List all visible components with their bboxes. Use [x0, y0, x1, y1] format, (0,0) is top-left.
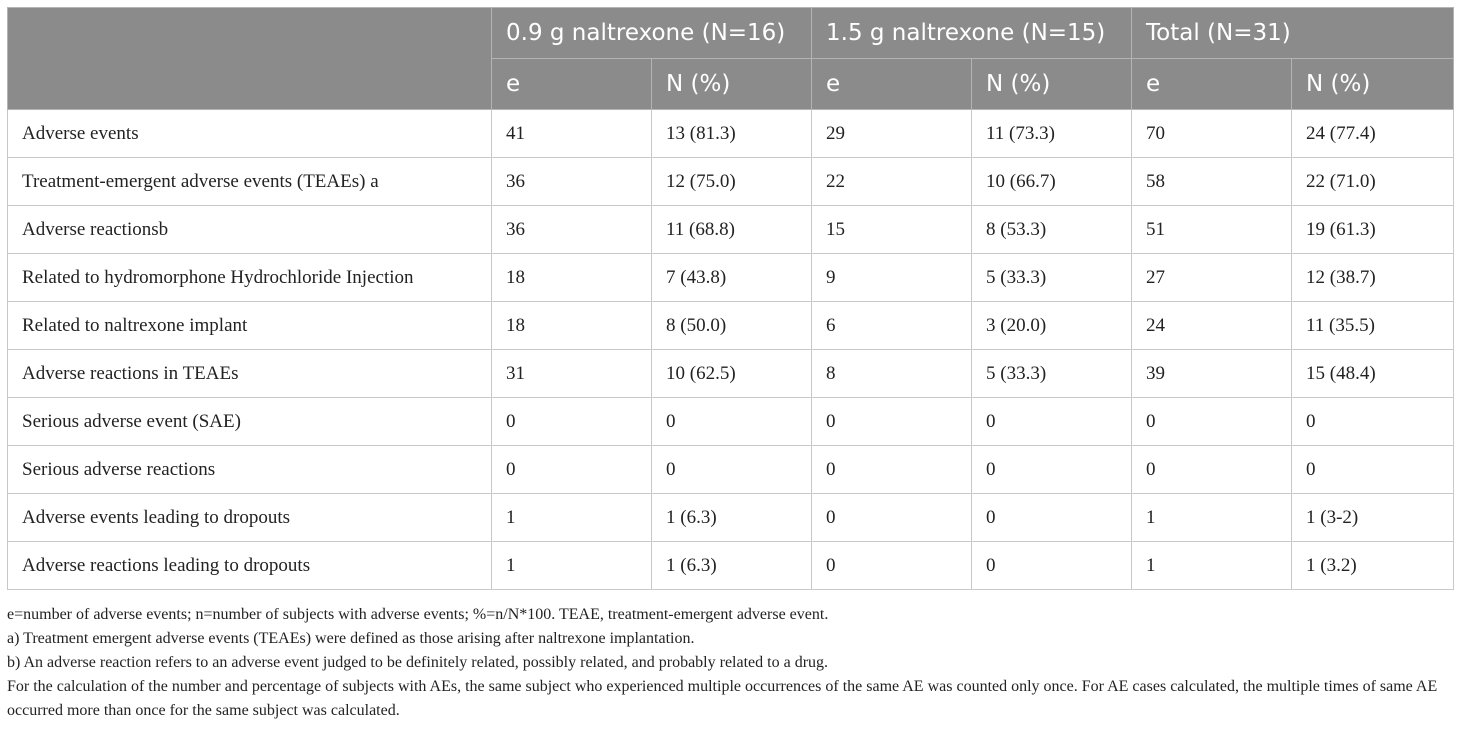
- value-cell: 0: [492, 446, 652, 494]
- value-cell: 27: [1132, 254, 1292, 302]
- value-cell: 1: [1132, 542, 1292, 590]
- footnote-a: a) Treatment emergent adverse events (TEAEs) were defined as those arising after naltrexone implantation.: [7, 630, 695, 647]
- sub-header-e: e: [812, 59, 972, 110]
- value-cell: 0: [812, 398, 972, 446]
- table-row: [8, 206, 1454, 254]
- table-row: [8, 254, 1454, 302]
- value-cell: 11 (35.5): [1292, 302, 1454, 350]
- value-cell: 22: [812, 158, 972, 206]
- value-cell: 6: [812, 302, 972, 350]
- value-cell: 10 (62.5): [652, 350, 812, 398]
- row-label-cell: Adverse reactionsb: [8, 206, 492, 254]
- adverse-events-table: [7, 7, 1454, 590]
- value-cell: 0: [652, 446, 812, 494]
- value-cell: 39: [1132, 350, 1292, 398]
- sub-header-n-pct: N (%): [972, 59, 1132, 110]
- value-cell: 11 (73.3): [972, 110, 1132, 158]
- row-label-cell: Adverse events: [8, 110, 492, 158]
- value-cell: 0: [812, 446, 972, 494]
- value-cell: 0: [492, 398, 652, 446]
- group-header-total: Total (N=31): [1132, 8, 1454, 59]
- table-row: [8, 542, 1454, 590]
- row-label-cell: Related to hydromorphone Hydrochloride Injection: [8, 254, 492, 302]
- adverse-events-table-container: [7, 7, 1453, 590]
- table-row: [8, 302, 1454, 350]
- value-cell: 1 (3-2): [1292, 494, 1454, 542]
- row-label-cell: Related to naltrexone implant: [8, 302, 492, 350]
- value-cell: 19 (61.3): [1292, 206, 1454, 254]
- footnote-abbreviations: e=number of adverse events; n=number of subjects with adverse events; %=n/N*100. TEAE, treatment-emergent adverse event.: [7, 606, 829, 623]
- table-body: [8, 110, 1454, 590]
- value-cell: 5 (33.3): [972, 350, 1132, 398]
- value-cell: 36: [492, 206, 652, 254]
- value-cell: 1 (6.3): [652, 494, 812, 542]
- group-header-row: [8, 8, 1454, 59]
- group-header-0-9g: 0.9 g naltrexone (N=16): [492, 8, 812, 59]
- row-label-cell: Adverse events leading to dropouts: [8, 494, 492, 542]
- value-cell: 58: [1132, 158, 1292, 206]
- value-cell: 0: [812, 494, 972, 542]
- value-cell: 36: [492, 158, 652, 206]
- row-label-cell: Adverse reactions leading to dropouts: [8, 542, 492, 590]
- footnotes: [7, 603, 1453, 723]
- value-cell: 0: [1132, 398, 1292, 446]
- value-cell: 8 (50.0): [652, 302, 812, 350]
- value-cell: 0: [652, 398, 812, 446]
- value-cell: 8 (53.3): [972, 206, 1132, 254]
- value-cell: 15 (48.4): [1292, 350, 1454, 398]
- value-cell: 29: [812, 110, 972, 158]
- value-cell: 8: [812, 350, 972, 398]
- row-label-cell: Treatment-emergent adverse events (TEAEs) a: [8, 158, 492, 206]
- value-cell: 0: [972, 446, 1132, 494]
- value-cell: 70: [1132, 110, 1292, 158]
- value-cell: 0: [972, 398, 1132, 446]
- value-cell: 12 (75.0): [652, 158, 812, 206]
- value-cell: 0: [1292, 398, 1454, 446]
- value-cell: 15: [812, 206, 972, 254]
- value-cell: 18: [492, 302, 652, 350]
- value-cell: 1: [1132, 494, 1292, 542]
- value-cell: 0: [972, 542, 1132, 590]
- value-cell: 0: [1292, 446, 1454, 494]
- group-header-1-5g: 1.5 g naltrexone (N=15): [812, 8, 1132, 59]
- value-cell: 41: [492, 110, 652, 158]
- table-row: [8, 350, 1454, 398]
- row-label-cell: Serious adverse event (SAE): [8, 398, 492, 446]
- sub-header-e: e: [492, 59, 652, 110]
- table-row: [8, 446, 1454, 494]
- footnote-b: b) An adverse reaction refers to an adverse event judged to be definitely related, possibly related, and probably related to a drug.: [7, 654, 829, 671]
- value-cell: 1: [492, 542, 652, 590]
- table-row: [8, 494, 1454, 542]
- value-cell: 22 (71.0): [1292, 158, 1454, 206]
- value-cell: 0: [812, 542, 972, 590]
- value-cell: 1 (6.3): [652, 542, 812, 590]
- value-cell: 12 (38.7): [1292, 254, 1454, 302]
- value-cell: 11 (68.8): [652, 206, 812, 254]
- value-cell: 1 (3.2): [1292, 542, 1454, 590]
- value-cell: 7 (43.8): [652, 254, 812, 302]
- value-cell: 18: [492, 254, 652, 302]
- value-cell: 0: [1132, 446, 1292, 494]
- value-cell: 31: [492, 350, 652, 398]
- row-label-header: [8, 8, 492, 110]
- table-row: [8, 158, 1454, 206]
- value-cell: 13 (81.3): [652, 110, 812, 158]
- value-cell: 10 (66.7): [972, 158, 1132, 206]
- value-cell: 9: [812, 254, 972, 302]
- value-cell: 3 (20.0): [972, 302, 1132, 350]
- value-cell: 24 (77.4): [1292, 110, 1454, 158]
- value-cell: 5 (33.3): [972, 254, 1132, 302]
- value-cell: 0: [972, 494, 1132, 542]
- row-label-cell: Adverse reactions in TEAEs: [8, 350, 492, 398]
- table-row: [8, 110, 1454, 158]
- table-row: [8, 398, 1454, 446]
- value-cell: 1: [492, 494, 652, 542]
- row-label-cell: Serious adverse reactions: [8, 446, 492, 494]
- sub-header-n-pct: N (%): [652, 59, 812, 110]
- value-cell: 51: [1132, 206, 1292, 254]
- sub-header-n-pct: N (%): [1292, 59, 1454, 110]
- sub-header-e: e: [1132, 59, 1292, 110]
- value-cell: 24: [1132, 302, 1292, 350]
- footnote-calculation: For the calculation of the number and percentage of subjects with AEs, the same subject who experienced multiple occurrences of the same AE was counted only once. For AE cases calculated, the multiple times of same AE occurred more than once for the same subject was calculated.: [7, 678, 1438, 719]
